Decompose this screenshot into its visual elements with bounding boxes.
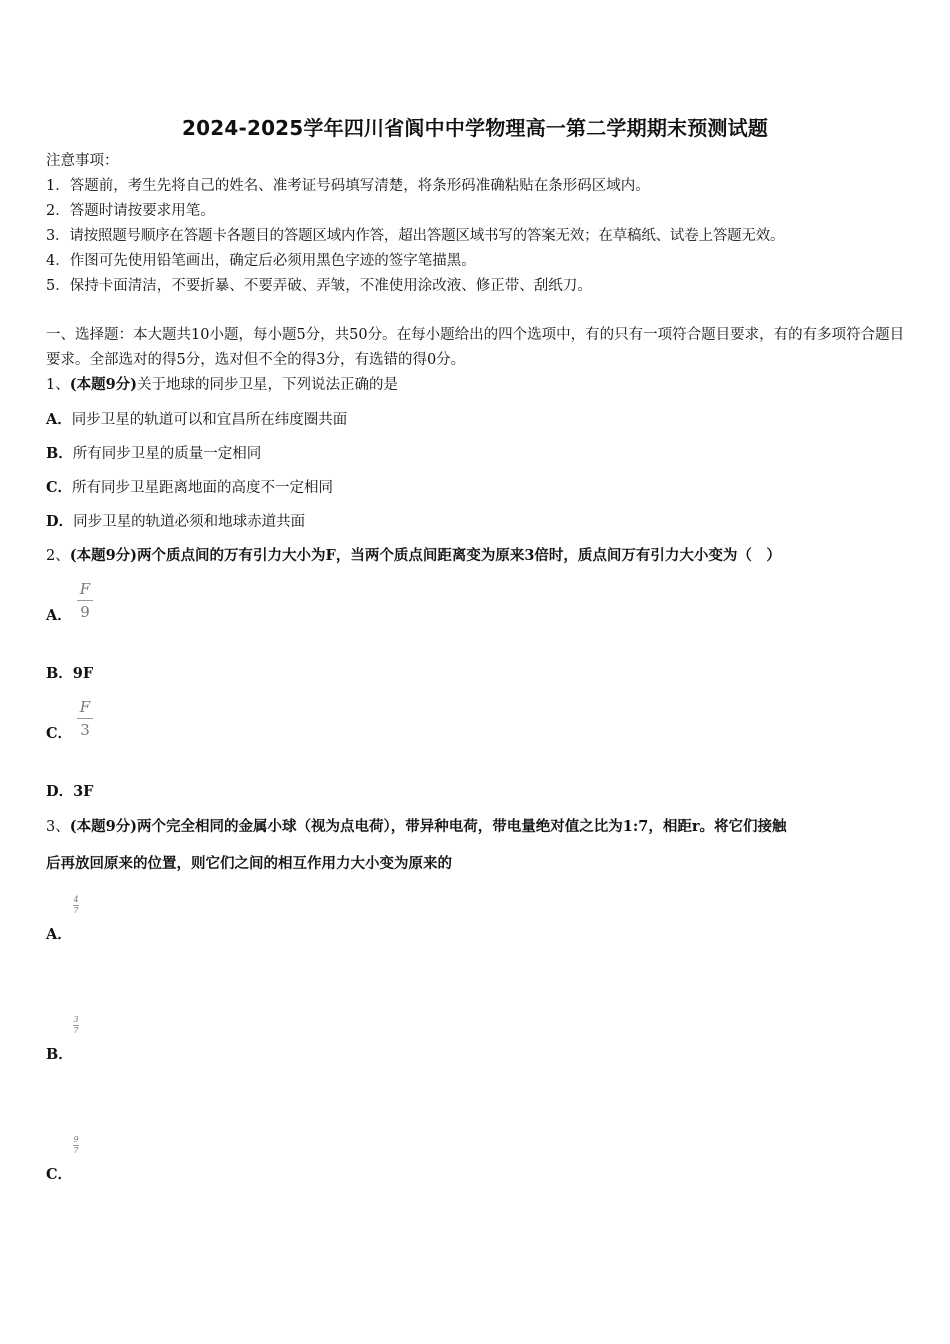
- option-label: D．: [46, 783, 74, 800]
- option-text: 同步卫星的轨道可以和宜昌所在纬度圈共面: [71, 412, 348, 428]
- notice-item: 5．保持卡面清洁，不要折暴、不要弄破、弄皱，不准使用涂改液、修正带、刮纸刀。: [46, 278, 592, 294]
- question-number: 2、: [46, 548, 70, 564]
- question-stem: 两个完全相同的金属小球（视为点电荷），带异种电荷，带电量绝对值之比为1:7，相距r。将它们接触: [137, 818, 787, 835]
- option-c-label: C．: [46, 1166, 73, 1183]
- section-intro: 一、选择题：本大题共10小题，每小题5分，共50分。在每小题给出的四个选项中，有的只有一项符合题目要求，有的有多项符合题目要求。全部选对的得5分，选对但不全的得3分，有选错的得0分。: [46, 327, 905, 368]
- option-c: [46, 478, 333, 498]
- option-text: 9F: [72, 665, 94, 682]
- option-a-fraction: [77, 580, 93, 621]
- notice-item: 4．作图可先使用铅笔画出，确定后必须用黑色字迹的签字笔描黑。: [46, 253, 476, 269]
- option-d: [46, 782, 93, 802]
- option-label: B．: [46, 445, 73, 462]
- question-score: (本题9分): [69, 547, 138, 564]
- option-d: [46, 512, 305, 532]
- question-number: 1、: [46, 377, 70, 393]
- option-c-fraction: [77, 698, 93, 739]
- fraction-numerator: F: [79, 698, 91, 716]
- option-a-label: A．: [46, 926, 72, 943]
- fraction-denominator: 7: [73, 906, 79, 915]
- fraction-denominator: 7: [73, 1026, 79, 1035]
- fraction-denominator: 7: [73, 1146, 79, 1155]
- option-b-label: B．: [46, 1046, 73, 1063]
- fraction-denominator: 3: [80, 721, 90, 739]
- notice-item: 3．请按照题号顺序在答题卡各题目的答题区域内作答，超出答题区域书写的答案无效；在草稿纸、试卷上答题无效。: [46, 228, 785, 244]
- question-stem: 关于地球的同步卫星，下列说法正确的是: [137, 377, 399, 393]
- option-text: 所有同步卫星的质量一定相同: [72, 446, 262, 462]
- option-label: B．: [46, 665, 73, 682]
- option-label: A．: [46, 411, 72, 428]
- option-text: 3F: [73, 783, 94, 800]
- option-text: 所有同步卫星距离地面的高度不一定相同: [72, 480, 334, 496]
- fraction-numerator: 4: [73, 895, 79, 904]
- option-a-fraction: [73, 896, 79, 915]
- option-a-label: A．: [46, 607, 72, 624]
- notice-item: 2．答题时请按要求用笔。: [46, 203, 215, 219]
- option-b: [46, 444, 261, 464]
- fraction-numerator: 9: [73, 1135, 79, 1144]
- notice-item: 1．答题前，考生先将自己的姓名、准考证号码填写清楚，将条形码准确粘贴在条形码区域内。: [46, 178, 650, 194]
- option-b-fraction: [73, 1016, 79, 1035]
- question-stem-continued: 后再放回原来的位置，则它们之间的相互作用力大小变为原来的: [46, 855, 452, 872]
- option-c-fraction: [73, 1136, 79, 1155]
- option-c-label: C．: [46, 725, 73, 742]
- question-score: (本题9分): [69, 376, 138, 393]
- fraction-denominator: 9: [80, 603, 90, 621]
- fraction-numerator: 3: [73, 1015, 79, 1024]
- option-b: [46, 664, 93, 684]
- notice-heading: 注意事项：: [46, 153, 119, 169]
- question-number: 3、: [46, 819, 70, 835]
- fraction-bar: [77, 718, 93, 719]
- question-stem: 两个质点间的万有引力大小为F，当两个质点间距离变为原来3倍时，质点间万有引力大小变为（ ）: [137, 547, 781, 564]
- fraction-numerator: F: [79, 580, 91, 598]
- page-title: 2024-2025学年四川省阆中中学物理高一第二学期期末预测试题: [181, 116, 769, 140]
- option-label: C．: [46, 479, 73, 496]
- option-label: D．: [46, 513, 74, 530]
- option-a: [46, 410, 347, 430]
- option-text: 同步卫星的轨道必须和地球赤道共面: [73, 514, 306, 530]
- question-score: (本题9分): [69, 818, 138, 835]
- fraction-bar: [77, 600, 93, 601]
